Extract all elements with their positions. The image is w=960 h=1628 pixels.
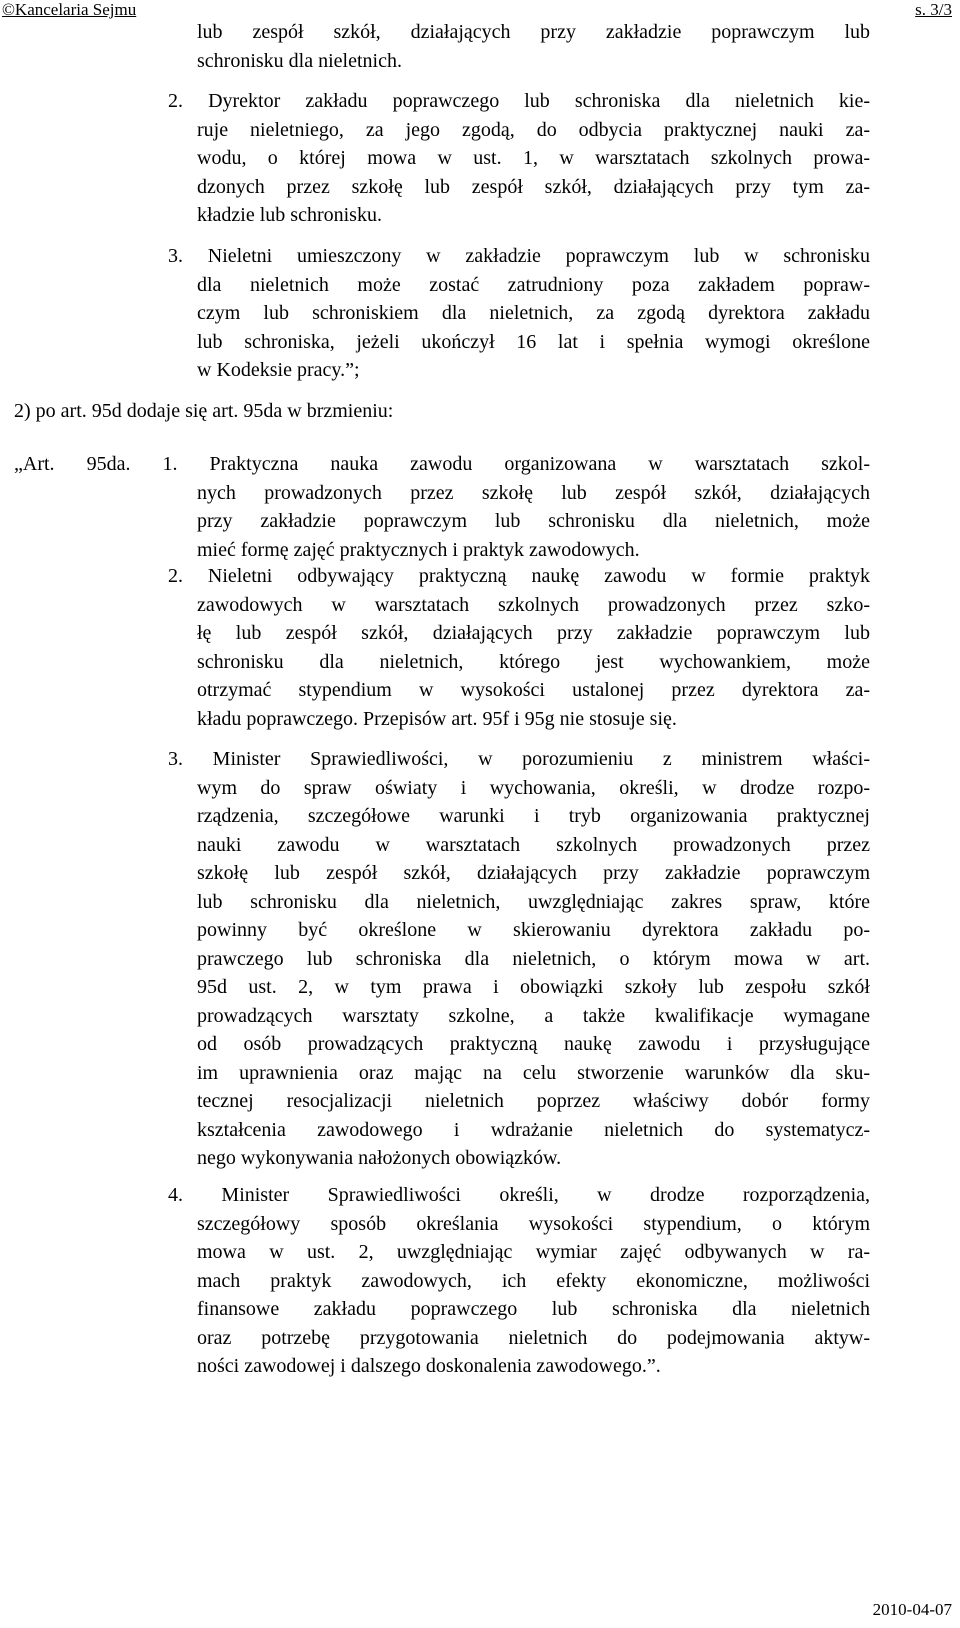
text-line: lub zespół szkół, działających przy zakładzie poprawczym lub <box>197 21 870 43</box>
header-page-number: s. 3/3 <box>915 0 952 19</box>
text-line: prowadzących warsztaty szkolne, a także kwalifikacje wymagane <box>197 1005 870 1027</box>
text-line: nego wykonywania nałożonych obowiązków. <box>197 1147 562 1169</box>
text-line: kładu poprawczego. Przepisów art. 95f i 95g nie stosuje się. <box>197 708 677 730</box>
text-line: dla nieletnich może zostać zatrudniony poza zakładem popraw- <box>197 274 870 296</box>
text-line: zawodowych w warsztatach szkolnych prowadzonych przez szko- <box>197 594 870 616</box>
text-line: kładzie lub schronisku. <box>197 204 382 226</box>
text-line: rządzenia, szczegółowe warunki i tryb organizowania praktycznej <box>197 805 870 827</box>
text-line: mowa w ust. 2, uwzględniając wymiar zajęć odbywanych w ra- <box>197 1241 870 1263</box>
header-publisher: ©Kancelaria Sejmu <box>2 0 137 19</box>
text-line: lub schronisku dla nieletnich, uwzględniając zakres spraw, które <box>197 891 870 913</box>
text-line: czym lub schroniskiem dla nieletnich, za zgodą dyrektora zakładu <box>197 302 870 324</box>
text-line: powinny być określone w skierowaniu dyrektora zakładu po- <box>197 919 870 941</box>
text-line: lub schroniska, jeżeli ukończył 16 lat i spełnia wymogi określone <box>197 331 870 353</box>
text-line: 4. Minister Sprawiedliwości określi, w drodze rozporządzenia, <box>168 1184 870 1206</box>
text-line: od osób prowadzących praktyczną naukę zawodu i przysługujące <box>197 1033 870 1055</box>
text-line: oraz potrzebę przygotowania nieletnich do podejmowania aktyw- <box>197 1327 870 1349</box>
text-line: schronisku dla nieletnich, którego jest wychowankiem, może <box>197 651 870 673</box>
text-line: prawczego lub schroniska dla nieletnich, o którym mowa w art. <box>197 948 870 970</box>
text-line: ruje nieletniego, za jego zgodą, do odbycia praktycznej nauki za- <box>197 119 870 141</box>
text-line: łę lub zespół szkół, działających przy zakładzie poprawczym lub <box>197 622 870 644</box>
text-line: 2) po art. 95d dodaje się art. 95da w brzmieniu: <box>14 400 394 422</box>
text-line: mach praktyk zawodowych, ich efekty ekonomiczne, możliwości <box>197 1270 870 1292</box>
text-line: w Kodeksie pracy.”; <box>197 359 360 381</box>
text-line: kształcenia zawodowego i wdrażanie nieletnich do systematycz- <box>197 1119 870 1141</box>
text-line: wym do spraw oświaty i wychowania, określi, w drodze rozpo- <box>197 777 870 799</box>
text-line: ności zawodowej i dalszego doskonalenia zawodowego.”. <box>197 1355 661 1377</box>
text-line: przy zakładzie poprawczym lub schronisku dla nieletnich, może <box>197 510 870 532</box>
text-line: 3. Minister Sprawiedliwości, w porozumieniu z ministrem właści- <box>168 748 870 770</box>
text-line: 3. Nieletni umieszczony w zakładzie poprawczym lub w schronisku <box>168 245 870 267</box>
text-line: szkołę lub zespół szkół, działających przy zakładzie poprawczym <box>197 862 870 884</box>
text-line: 2. Dyrektor zakładu poprawczego lub schroniska dla nieletnich kie- <box>168 90 870 112</box>
text-line: schronisku dla nieletnich. <box>197 50 402 72</box>
text-line: 2. Nieletni odbywający praktyczną naukę zawodu w formie praktyk <box>168 565 870 587</box>
text-line: szczegółowy sposób określania wysokości stypendium, o którym <box>197 1213 870 1235</box>
text-line: wodu, o której mowa w ust. 1, w warsztatach szkolnych prowa- <box>197 147 870 169</box>
text-line: otrzymać stypendium w wysokości ustalonej przez dyrektora za- <box>197 679 870 701</box>
text-line: dzonych przez szkołę lub zespół szkół, działających przy tym za- <box>197 176 870 198</box>
text-line: finansowe zakładu poprawczego lub schroniska dla nieletnich <box>197 1298 870 1320</box>
footer-date: 2010-04-07 <box>872 1600 952 1619</box>
text-line: nych prowadzonych przez szkołę lub zespół szkół, działających <box>197 482 870 504</box>
text-line: 95d ust. 2, w tym prawa i obowiązki szkoły lub zespołu szkół <box>197 976 870 998</box>
text-line: „Art. 95da. 1. Praktyczna nauka zawodu organizowana w warsztatach szkol- <box>14 453 870 475</box>
text-line: im uprawnienia oraz mając na celu stworzenie warunków dla sku- <box>197 1062 870 1084</box>
text-line: tecznej resocjalizacji nieletnich poprzez właściwy dobór formy <box>197 1090 870 1112</box>
text-line: mieć formę zajęć praktycznych i praktyk zawodowych. <box>197 539 640 561</box>
text-line: nauki zawodu w warsztatach szkolnych prowadzonych przez <box>197 834 870 856</box>
